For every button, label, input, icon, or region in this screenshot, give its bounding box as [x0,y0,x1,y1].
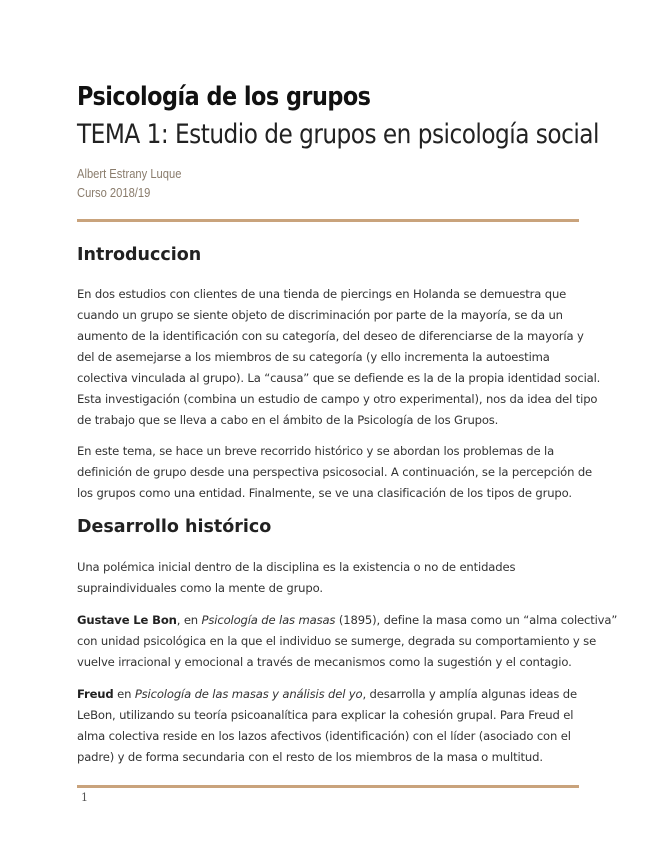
section-heading-introduccion: Introduccion [77,245,202,265]
course-label: Curso 2018/19 [77,185,151,200]
author-name-freud: Freud [77,687,114,701]
section-heading-desarrollo-historico: Desarrollo histórico [77,517,272,537]
paragraph-line: aumento de la identificación con su categoría, del deseo de diferenciarse de la mayoría y [77,329,584,343]
intro-paragraph-2 [77,441,593,504]
document-subtitle: TEMA 1: Estudio de grupos en psicología social [77,119,599,150]
intro-paragraph-1 [77,284,601,431]
inline-text: en [113,687,135,701]
history-paragraph-lebon [77,610,618,673]
book-title-lebon: Psicología de las masas [201,613,336,627]
paragraph-line: En este tema, se hace un breve recorrido histórico y se abordan los problemas de la [77,444,555,458]
document-title: Psicología de los grupos [77,82,371,112]
author-name: Albert Estrany Luque [77,166,182,181]
paragraph-line: Una polémica inicial dentro de la disciplina es la existencia o no de entidades [77,560,516,574]
paragraph-line: con unidad psicológica en la que el individuo se sumerge, degrada su comportamiento y se [77,634,597,648]
paragraph-line [77,610,618,631]
paragraph-line: vuelve irracional y emocional a través de mecanismos como la sugestión y el contagio. [77,655,572,669]
paragraph-line: padre) y de forma secundaria con el resto de los miembros de la masa o multitud. [77,750,543,764]
paragraph-line: del de asemejarse a los miembros de su categoría (y ello incrementa la autoestima [77,350,550,364]
paragraph-line: LeBon, utilizando su teoría psicoanalítica para explicar la cohesión grupal. Para Freud el [77,708,574,722]
history-paragraph-1 [77,557,587,599]
inline-text: (1895), define la masa como un “alma colectiva” [335,613,618,627]
footer-divider [77,785,579,788]
paragraph-line: cuando un grupo se siente objeto de discriminación por parte de la mayoría, se da un [77,308,563,322]
header-divider [77,219,579,222]
page-number: 1 [81,791,88,804]
inline-text: , en [176,613,202,627]
paragraph-line: definición de grupo desde una perspectiva psicosocial. A continuación, se la percepción de [77,465,593,479]
paragraph-line: alma colectiva reside en los lazos afectivos (identificación) con el líder (asociado con el [77,729,571,743]
book-title-freud: Psicología de las masas y análisis del yo [134,687,363,701]
paragraph-line: de trabajo que se lleva a cabo en el ámbito de la Psicología de los Grupos. [77,413,499,427]
history-paragraph-freud [77,684,587,768]
paragraph-line: supraindividuales como la mente de grupo. [77,581,323,595]
paragraph-line: los grupos como una entidad. Finalmente, se ve una clasificación de los tipos de grupo. [77,486,572,500]
inline-text: , desarrolla y amplía algunas ideas de [362,687,577,701]
paragraph-line: En dos estudios con clientes de una tienda de piercings en Holanda se demuestra que [77,287,567,301]
paragraph-line [77,684,587,705]
author-name-lebon: Gustave Le Bon [77,613,177,627]
paragraph-line: colectiva vinculada al grupo). La “causa” que se defiende es la de la propia identidad social. [77,371,601,385]
paragraph-line: Esta investigación (combina un estudio de campo y otro experimental), nos da idea del tipo [77,392,598,406]
